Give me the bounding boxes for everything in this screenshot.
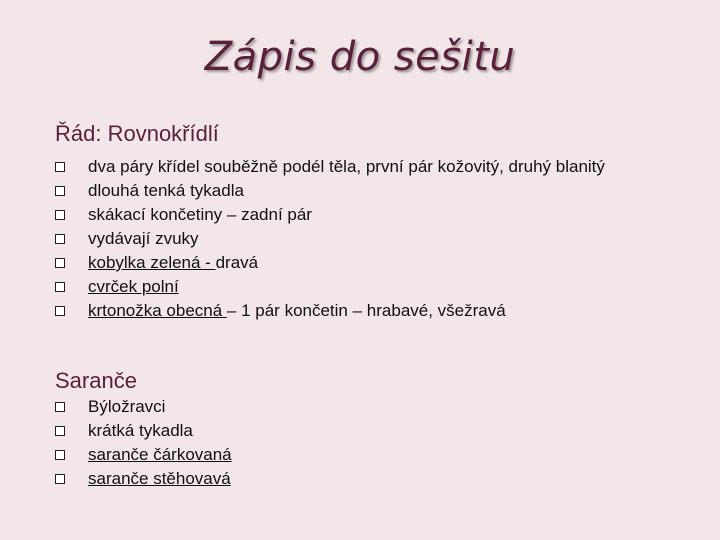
list-item-text: dlouhá tenká tykadla xyxy=(88,181,244,200)
list-item xyxy=(55,301,675,320)
list-item xyxy=(55,277,675,296)
square-bullet-icon xyxy=(55,210,65,220)
list-item xyxy=(55,445,675,464)
list-item xyxy=(55,157,675,176)
list-item xyxy=(55,253,675,272)
section-heading-order: Řád: Rovnokřídlí xyxy=(55,121,219,146)
square-bullet-icon xyxy=(55,450,65,460)
species-name: cvrček polní xyxy=(88,277,179,296)
list-item xyxy=(55,397,675,416)
square-bullet-icon xyxy=(55,234,65,244)
square-bullet-icon xyxy=(55,426,65,436)
square-bullet-icon xyxy=(55,258,65,268)
list-item-text: skákací končetiny – zadní pár xyxy=(88,205,312,224)
list-item-text: krátká tykadla xyxy=(88,421,193,440)
square-bullet-icon xyxy=(55,306,65,316)
list-item xyxy=(55,181,675,200)
square-bullet-icon xyxy=(55,162,65,172)
species-name: krtonožka obecná xyxy=(88,301,227,320)
list-item-text: dva páry křídel souběžně podél těla, první pár kožovitý, druhý blanitý xyxy=(88,157,605,176)
species-name: saranče čárkovaná xyxy=(88,445,232,464)
square-bullet-icon xyxy=(55,474,65,484)
bullet-list-saranche xyxy=(55,397,675,493)
square-bullet-icon xyxy=(55,282,65,292)
list-item xyxy=(55,205,675,224)
list-item-text: vydávají zvuky xyxy=(88,229,199,248)
section-heading-saranche: Saranče xyxy=(55,368,137,393)
list-item-text: Býložravci xyxy=(88,397,166,416)
list-item xyxy=(55,421,675,440)
page-title: Zápis do sešitu xyxy=(204,34,516,80)
bullet-list-order xyxy=(55,157,675,325)
species-name: saranče stěhovavá xyxy=(88,469,231,488)
species-note: dravá xyxy=(215,253,259,272)
list-item xyxy=(55,229,675,248)
square-bullet-icon xyxy=(55,186,65,196)
list-item xyxy=(55,469,675,488)
species-note: – 1 pár končetin – hrabavé, všežravá xyxy=(226,301,506,320)
species-name: kobylka zelená - xyxy=(88,253,216,272)
square-bullet-icon xyxy=(55,402,65,412)
